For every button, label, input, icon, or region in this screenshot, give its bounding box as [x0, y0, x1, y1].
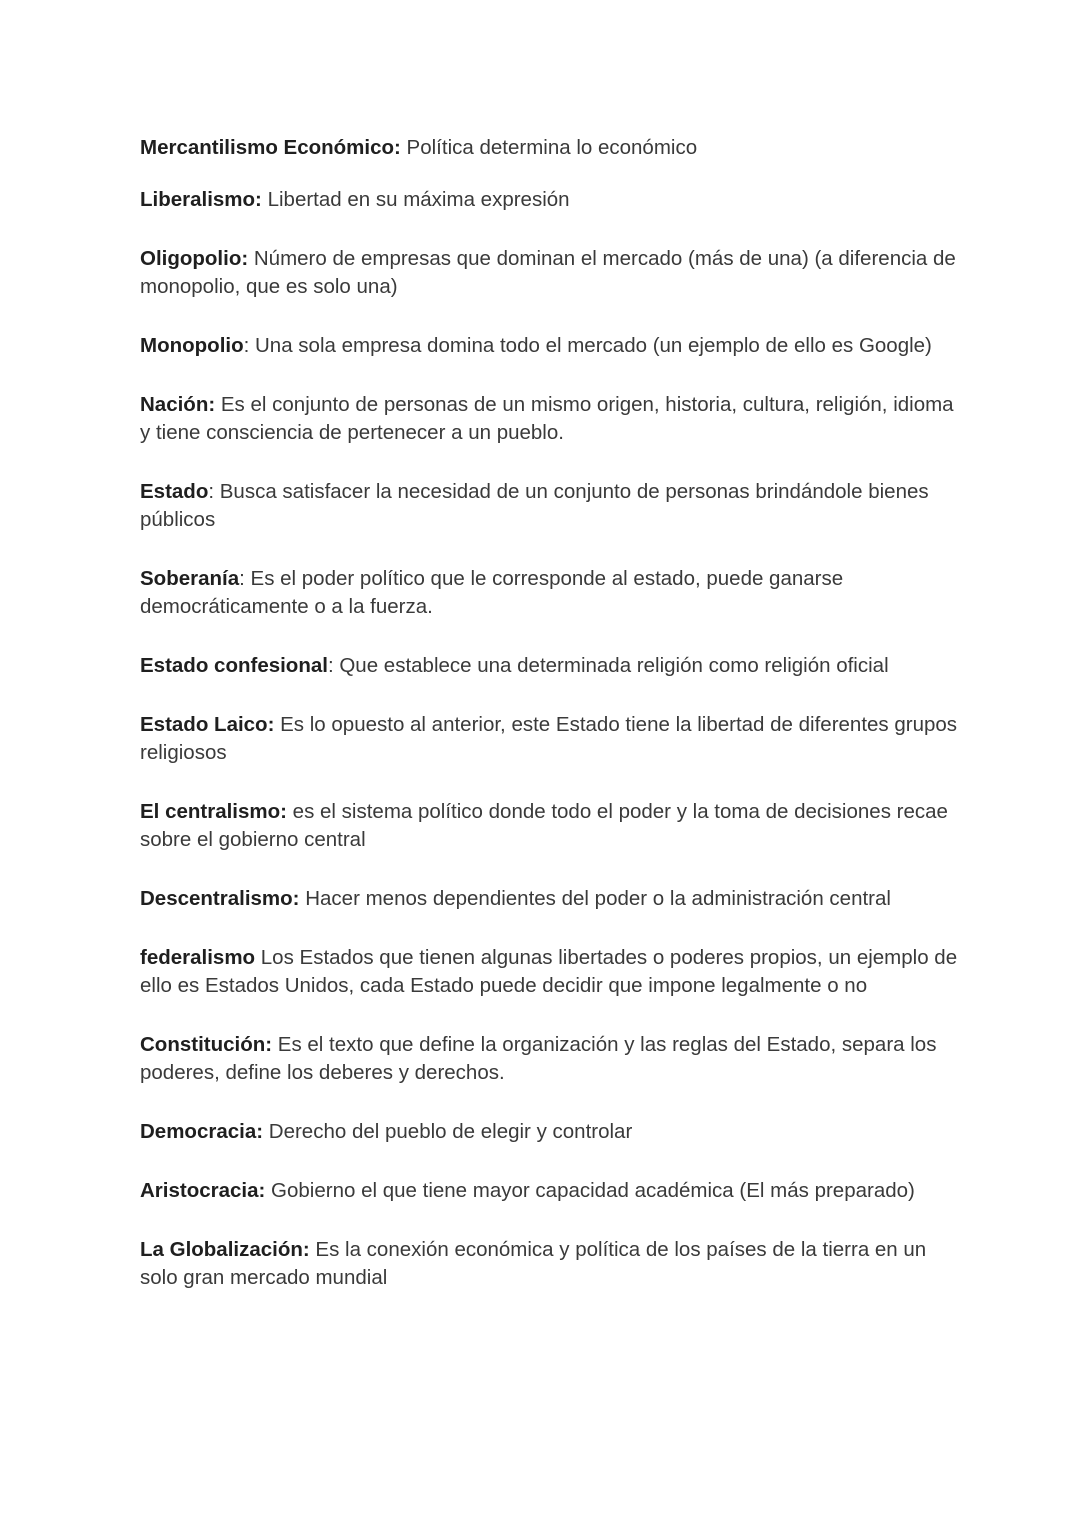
entry-term: Estado	[140, 480, 209, 503]
entry-definition: Hacer menos dependientes del poder o la administración central	[299, 887, 891, 910]
entry-definition: Los Estados que tienen algunas libertades o poderes propios, un ejemplo de ello es Estados Unidos, cada Estado puede decidir que impone legalmente o no	[140, 946, 958, 997]
entry-definition: : Busca satisfacer la necesidad de un conjunto de personas brindándole bienes públicos	[140, 480, 929, 531]
entry-term: Monopolio	[140, 334, 244, 357]
document-page	[140, 134, 960, 1292]
entry-nacion	[140, 391, 960, 447]
entry-definition: Política determina lo económico	[400, 136, 698, 159]
entry-soberania	[140, 565, 960, 621]
entry-definition: Número de empresas que dominan el mercado (más de una) (a diferencia de monopolio, que es solo una)	[140, 247, 956, 298]
entry-liberalismo	[140, 186, 960, 214]
entry-term: Nación:	[140, 393, 216, 416]
entry-centralismo	[140, 798, 960, 854]
entry-term: Liberalismo:	[140, 188, 262, 211]
entry-term: Democracia:	[140, 1120, 264, 1143]
entry-term: Descentralismo:	[140, 887, 300, 910]
entry-definition: Gobierno el que tiene mayor capacidad académica (El más preparado)	[265, 1179, 915, 1202]
entry-term: El centralismo:	[140, 800, 287, 823]
entry-definition: es el sistema político donde todo el poder y la toma de decisiones recae sobre el gobierno central	[140, 800, 948, 851]
entry-term: Aristocracia:	[140, 1179, 266, 1202]
entry-democracia	[140, 1118, 960, 1146]
entry-definition: Derecho del pueblo de elegir y controlar	[263, 1120, 633, 1143]
entry-globalizacion	[140, 1236, 960, 1292]
entry-term: Oligopolio:	[140, 247, 249, 270]
entry-estado	[140, 478, 960, 534]
entry-term: Estado Laico:	[140, 713, 275, 736]
entry-definition: : Es el poder político que le corresponde al estado, puede ganarse democráticamente o a la fuerza.	[140, 567, 844, 618]
entry-definition: Libertad en su máxima expresión	[261, 188, 570, 211]
entry-aristocracia	[140, 1177, 960, 1205]
entry-definition: Es la conexión económica y política de los países de la tierra en un solo gran mercado mundial	[140, 1238, 927, 1289]
entry-definition: Es el conjunto de personas de un mismo origen, historia, cultura, religión, idioma y tiene consciencia de pertenecer a un pueblo.	[140, 393, 954, 444]
entry-definition: Es lo opuesto al anterior, este Estado tiene la libertad de diferentes grupos religiosos	[140, 713, 958, 764]
entry-term: Mercantilismo Económico:	[140, 136, 401, 159]
entry-oligopolio	[140, 245, 960, 301]
entry-term: Constitución:	[140, 1033, 273, 1056]
entry-monopolio	[140, 332, 960, 360]
entry-term: Soberanía	[140, 567, 240, 590]
entry-constitucion	[140, 1031, 960, 1087]
entry-descentralismo	[140, 885, 960, 913]
entry-definition: : Que establece una determinada religión como religión oficial	[327, 654, 889, 677]
entry-term: federalismo	[140, 946, 256, 969]
entry-estado-confesional	[140, 652, 960, 680]
entry-federalismo	[140, 944, 960, 1000]
entry-term: La Globalización:	[140, 1238, 310, 1261]
entry-term: Estado confesional	[140, 654, 328, 677]
entry-estado-laico	[140, 711, 960, 767]
entry-definition: Es el texto que define la organización y las reglas del Estado, separa los poderes, define los deberes y derechos.	[140, 1033, 937, 1084]
entry-mercantilismo	[140, 134, 960, 162]
entry-definition: : Una sola empresa domina todo el mercado (un ejemplo de ello es Google)	[243, 334, 932, 357]
